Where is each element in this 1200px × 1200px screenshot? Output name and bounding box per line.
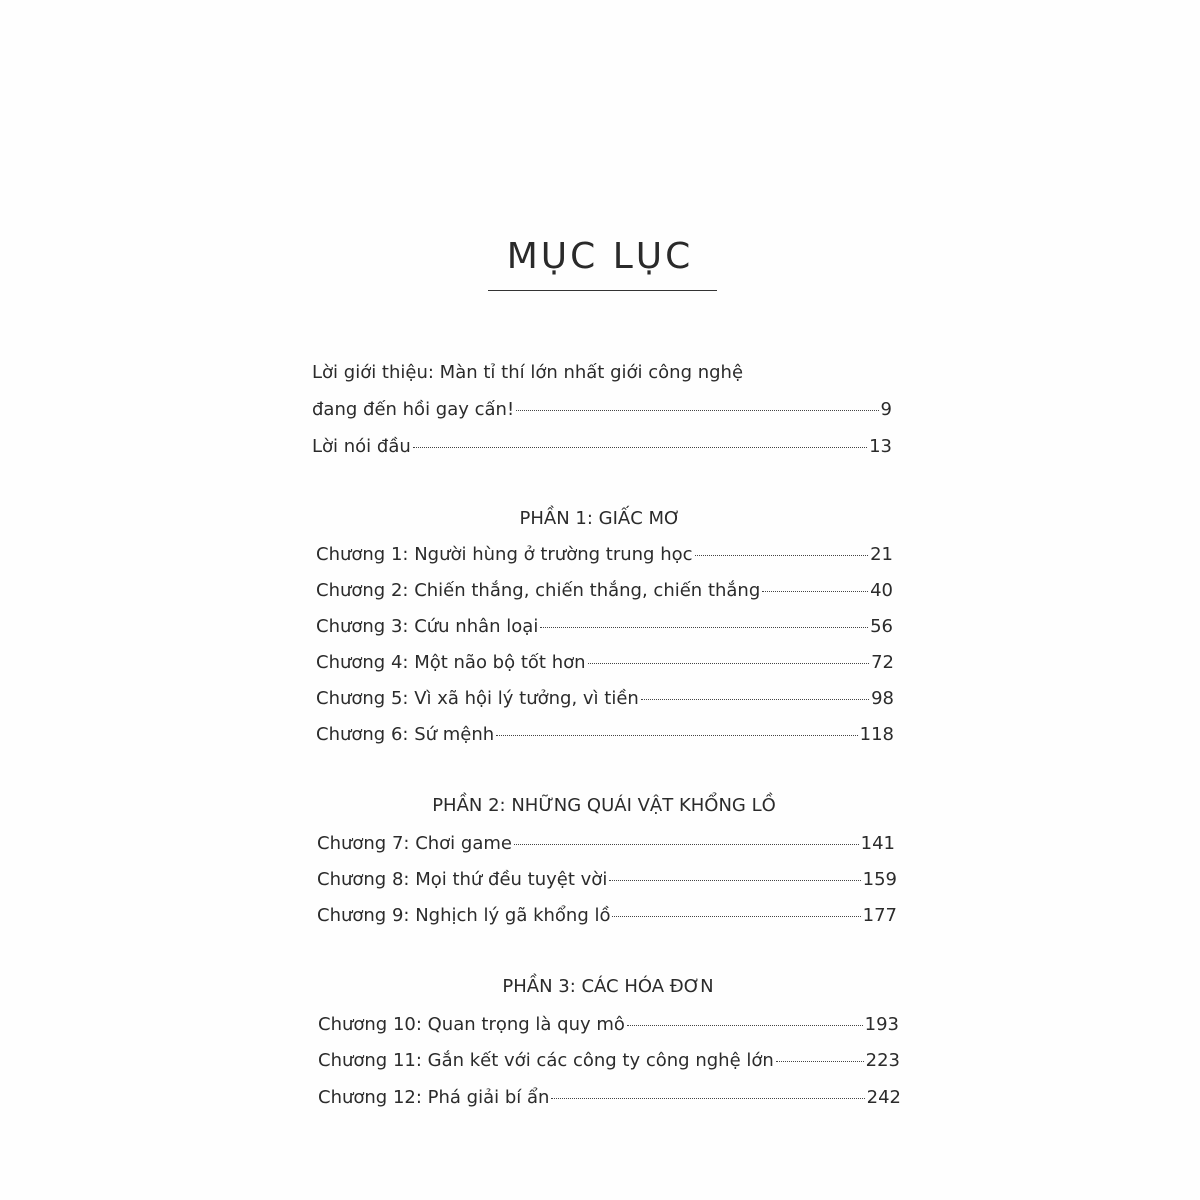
- dot-leader: [695, 555, 869, 556]
- dot-leader: [496, 735, 857, 736]
- dot-leader: [540, 627, 868, 628]
- toc-entry-chapter: [316, 542, 893, 568]
- toc-entry-chapter: [318, 1048, 900, 1074]
- toc-page-number: 40: [870, 580, 893, 601]
- toc-entry-label: Chương 8: Mọi thứ đều tuyệt vời: [317, 869, 608, 890]
- toc-entry-label: Chương 10: Quan trọng là quy mô: [318, 1014, 625, 1035]
- toc-page-number: 242: [866, 1087, 901, 1108]
- toc-entry-chapter: [316, 686, 894, 712]
- dot-leader: [641, 699, 869, 700]
- toc-page-number: 118: [859, 724, 894, 745]
- toc-entry-label: Chương 5: Vì xã hội lý tưởng, vì tiền: [316, 688, 639, 709]
- toc-entry-label: Chương 4: Một não bộ tốt hơn: [316, 652, 586, 673]
- part-heading-1: PHẦN 1: GIẤC MƠ: [519, 508, 681, 529]
- dot-leader: [609, 880, 860, 881]
- toc-entry-chapter: [317, 867, 897, 893]
- toc-page-number: 98: [871, 688, 894, 709]
- dot-leader: [514, 844, 859, 845]
- toc-entry-label: Chương 12: Phá giải bí ẩn: [318, 1087, 550, 1108]
- toc-entry-label: Chương 7: Chơi game: [317, 833, 512, 854]
- dot-leader: [551, 1098, 864, 1099]
- toc-entry-chapter: [318, 1012, 899, 1038]
- toc-entry-chapter: [316, 578, 893, 604]
- toc-entry-label: Chương 11: Gắn kết với các công ty công nghệ lớn: [318, 1050, 774, 1071]
- dot-leader: [627, 1025, 863, 1026]
- toc-entry-chapter: [317, 903, 897, 929]
- dot-leader: [516, 410, 878, 411]
- dot-leader: [588, 663, 870, 664]
- toc-entry-preface: [312, 434, 892, 460]
- toc-entry-label: Lời nói đầu: [312, 436, 411, 457]
- toc-intro-line-2: đang đến hồi gay cấn!: [312, 399, 515, 420]
- toc-entry-intro: [312, 397, 892, 423]
- title-underline: [488, 290, 717, 291]
- toc-entry-chapter: [317, 831, 895, 857]
- toc-page-number: 223: [865, 1050, 900, 1071]
- toc-entry-label: Chương 6: Sứ mệnh: [316, 724, 495, 745]
- dot-leader: [612, 916, 860, 917]
- toc-page-number: 177: [862, 905, 897, 926]
- toc-intro-line-1: Lời giới thiệu: Màn tỉ thí lớn nhất giới công nghệ: [312, 362, 744, 383]
- toc-entry-label: Chương 1: Người hùng ở trường trung học: [316, 544, 693, 565]
- toc-entry-chapter: [316, 650, 894, 676]
- toc-page-number: 21: [870, 544, 893, 565]
- toc-page-number: 13: [869, 436, 892, 457]
- toc-entry-label: Chương 3: Cứu nhân loại: [316, 616, 539, 637]
- part-heading-3: PHẦN 3: CÁC HÓA ĐƠN: [502, 976, 714, 997]
- part-heading-2: PHẦN 2: NHỮNG QUÁI VẬT KHỔNG LỒ: [432, 795, 776, 816]
- toc-page-number: 9: [880, 399, 892, 420]
- toc-entry-label: Chương 9: Nghịch lý gã khổng lồ: [317, 905, 611, 926]
- toc-entry-chapter: [318, 1085, 901, 1111]
- dot-leader: [413, 447, 867, 448]
- dot-leader: [762, 591, 868, 592]
- toc-page-number: 72: [871, 652, 894, 673]
- toc-page-number: 56: [870, 616, 893, 637]
- dot-leader: [776, 1061, 864, 1062]
- toc-page-number: 193: [864, 1014, 899, 1035]
- page-title: MỤC LỤC: [506, 236, 694, 277]
- toc-entry-chapter: [316, 614, 893, 640]
- toc-page-number: 159: [862, 869, 897, 890]
- toc-page-number: 141: [860, 833, 895, 854]
- toc-entry-label: Chương 2: Chiến thắng, chiến thắng, chiến thắng: [316, 580, 761, 601]
- toc-entry-chapter: [316, 722, 894, 748]
